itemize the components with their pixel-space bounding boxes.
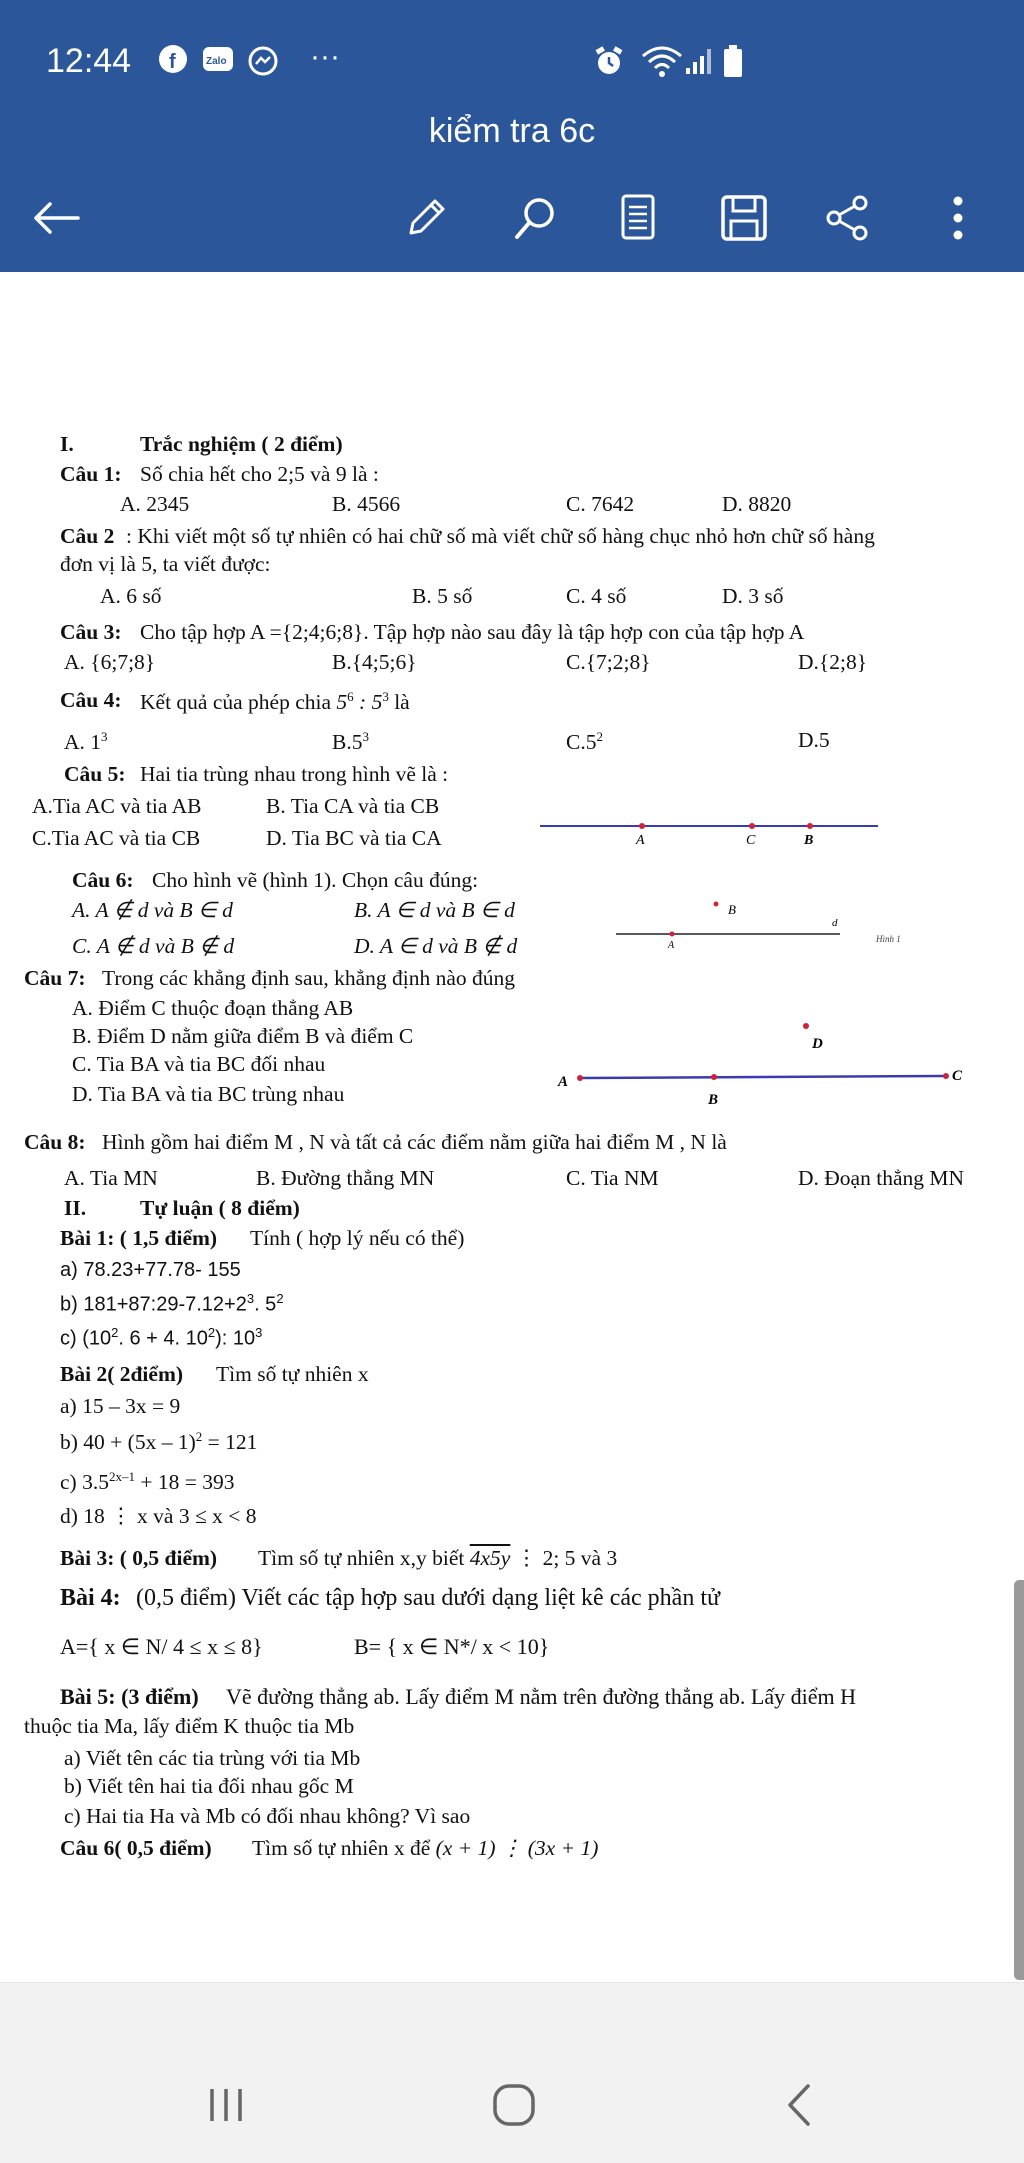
zalo-icon bbox=[202, 46, 234, 79]
section-2-title: Tự luận ( 8 điểm) bbox=[140, 1196, 300, 1220]
q7-option-d: D. Tia BA và tia BC trùng nhau bbox=[72, 1082, 345, 1106]
save-button[interactable] bbox=[712, 186, 776, 250]
q2-text-line2: đơn vị là 5, ta viết được: bbox=[60, 552, 271, 576]
q5-point-c bbox=[749, 823, 755, 829]
bai3-text: Tìm số tự nhiên x,y biết 4x5y ⋮ 2; 5 và 3 bbox=[258, 1546, 618, 1570]
q3-label: Câu 3: bbox=[60, 620, 122, 644]
svg-text:Zalo: Zalo bbox=[206, 56, 227, 67]
cau6-label: Câu 6( 0,5 điểm) bbox=[60, 1836, 212, 1860]
alarm-icon bbox=[592, 44, 626, 85]
bai2-part-b: b) 40 + (5x – 1)$^2$ = 121 bbox=[60, 1429, 258, 1455]
q5-label-b: B bbox=[804, 833, 814, 846]
back-button[interactable] bbox=[24, 186, 88, 250]
nav-back-button[interactable] bbox=[760, 2070, 840, 2140]
q2-text: : Khi viết một số tự nhiên có hai chữ số mà viết chữ số hàng chục nhỏ hơn chữ số hàng bbox=[126, 524, 875, 548]
chevron-left-icon bbox=[780, 2080, 820, 2130]
q8-text: Hình gồm hai điểm M , N và tất cả các điểm nằm giữa hai điểm M , N là bbox=[102, 1130, 727, 1154]
q6-label: Câu 6: bbox=[72, 868, 134, 892]
q7-point-c bbox=[943, 1073, 949, 1079]
q7-point-d bbox=[803, 1023, 809, 1029]
q7-option-c: C. Tia BA và tia BC đối nhau bbox=[72, 1052, 326, 1076]
q3-option-c: C.{7;2;8} bbox=[566, 650, 651, 674]
q4-label: Câu 4: bbox=[60, 688, 122, 712]
q7-option-b: B. Điểm D nằm giữa điểm B và điểm C bbox=[72, 1024, 414, 1048]
bai1-part-b: b) $181+87:29-7.12+2^3$. $5^2$ bbox=[60, 1291, 284, 1316]
q7-label: Câu 7: bbox=[24, 966, 86, 990]
q6-point-b bbox=[714, 902, 719, 907]
bai5-text-line2: thuộc tia Ma, lấy điểm K thuộc tia Mb bbox=[24, 1714, 355, 1738]
bai5-label: Bài 5: (3 điểm) bbox=[60, 1684, 199, 1709]
recent-apps-button[interactable] bbox=[186, 2070, 266, 2140]
bai5-text: Vẽ đường thẳng ab. Lấy điểm M nằm trên đường thẳng ab. Lấy điểm H bbox=[226, 1684, 856, 1709]
q3-option-d: D.{2;8} bbox=[798, 650, 868, 674]
bai4-text: (0,5 điểm) Viết các tập hợp sau dưới dạng liệt kê các phần tử bbox=[136, 1585, 720, 1611]
q3-option-b: B.{4;5;6} bbox=[332, 650, 417, 674]
q4-option-a: A. $1^3$ bbox=[64, 729, 108, 755]
q5-option-c: C.Tia AC và tia CB bbox=[32, 826, 201, 850]
q4-option-c: $C.5^2$ bbox=[566, 729, 603, 755]
q6-option-d: D. A ∈ d và B ∉ d bbox=[354, 934, 518, 958]
q5-point-a bbox=[639, 823, 645, 829]
svg-text:f: f bbox=[169, 51, 176, 73]
q6-option-b: B. A ∈ d và B ∈ d bbox=[354, 898, 515, 922]
q2-option-d: D. 3 số bbox=[722, 584, 784, 608]
search-icon bbox=[511, 193, 561, 243]
q8-option-d: D. Đoạn thẳng MN bbox=[798, 1166, 965, 1190]
more-options-button[interactable] bbox=[926, 186, 990, 250]
bai5-part-b: b) Viết tên hai tia đối nhau gốc M bbox=[64, 1774, 354, 1798]
q7-point-a bbox=[577, 1075, 583, 1081]
q1-option-a: A. 2345 bbox=[120, 492, 190, 516]
bai4-set-b: B= { x ∈ N*/ x < 10} bbox=[354, 1634, 550, 1659]
document-view-icon bbox=[618, 193, 658, 243]
q5-option-b: B. Tia CA và tia CB bbox=[266, 794, 440, 818]
q2-label: Câu 2 bbox=[60, 524, 115, 548]
facebook-icon bbox=[158, 44, 188, 81]
bai4-set-a: A={ x ∈ N/ 4 ≤ x ≤ 8} bbox=[60, 1634, 263, 1659]
q6-text: Cho hình vẽ (hình 1). Chọn câu đúng: bbox=[152, 868, 479, 892]
q7-point-b bbox=[711, 1074, 717, 1080]
bai1-text: Tính ( hợp lý nếu có thể) bbox=[250, 1226, 465, 1250]
q5-text: Hai tia trùng nhau trong hình vẽ là : bbox=[140, 762, 449, 786]
edit-button[interactable] bbox=[394, 186, 458, 250]
more-vertical-icon bbox=[948, 193, 968, 243]
cau6-text: Tìm số tự nhiên x để (x + 1) ⋮ (3x + 1) bbox=[252, 1836, 599, 1860]
bai5-part-a: a) Viết tên các tia trùng với tia Mb bbox=[64, 1746, 361, 1770]
q1-text: Số chia hết cho 2;5 và 9 là : bbox=[140, 462, 379, 486]
q4-text: Kết quả của phép chia $5^6$ : $5^3$ là bbox=[140, 689, 410, 715]
pencil-icon bbox=[401, 193, 451, 243]
bai1-part-a: a) 78.23+77.78- 155 bbox=[60, 1259, 241, 1281]
q6-label-b: B bbox=[728, 902, 736, 917]
share-icon bbox=[823, 193, 873, 243]
messenger-icon bbox=[248, 46, 278, 83]
q5-label: Câu 5: bbox=[64, 762, 126, 786]
section-1-title: Trắc nghiệm ( 2 điểm) bbox=[140, 432, 343, 456]
search-button[interactable] bbox=[504, 186, 568, 250]
section-1-number: I. bbox=[60, 432, 74, 456]
q2-option-a: A. 6 số bbox=[100, 584, 162, 608]
q6-option-a: A. A ∉ d và B ∈ d bbox=[72, 898, 233, 922]
q1-option-b: B. 4566 bbox=[332, 492, 401, 516]
recent-apps-icon bbox=[204, 2085, 248, 2125]
q6-figure-caption: Hình 1 bbox=[876, 934, 901, 944]
bai3-label: Bài 3: ( 0,5 điểm) bbox=[60, 1546, 218, 1570]
document-title: kiểm tra 6c bbox=[428, 112, 596, 150]
q5-option-a: A.Tia AC và tia AB bbox=[32, 794, 202, 818]
q3-text: Cho tập hợp A ={2;4;6;8}. Tập hợp nào sau đây là tập hợp con của tập hợp A bbox=[140, 620, 805, 644]
q8-label: Câu 8: bbox=[24, 1130, 86, 1154]
q7-line-ac bbox=[580, 1076, 946, 1078]
q7-text: Trong các khẳng định sau, khẳng định nào đúng bbox=[102, 966, 516, 990]
q8-option-c: C. Tia NM bbox=[566, 1166, 659, 1190]
q4-option-d: D.5 bbox=[798, 728, 830, 752]
signal-icon bbox=[684, 46, 718, 83]
q6-label-a: A bbox=[668, 940, 675, 950]
bai2-label: Bài 2( 2điểm) bbox=[60, 1362, 184, 1386]
q5-figure bbox=[536, 810, 882, 846]
q5-option-d: D. Tia BC và tia CA bbox=[266, 826, 442, 850]
q7-label-b: B bbox=[708, 1092, 719, 1108]
q5-label-c: C bbox=[746, 833, 756, 846]
q1-label: Câu 1: bbox=[60, 462, 122, 486]
home-button[interactable] bbox=[474, 2070, 554, 2140]
save-icon bbox=[719, 193, 769, 243]
q7-label-a: A bbox=[558, 1074, 569, 1090]
q7-label-d: D bbox=[812, 1036, 823, 1052]
back-arrow-icon bbox=[30, 198, 82, 238]
q6-point-a bbox=[670, 932, 675, 937]
status-time: 12:44 bbox=[46, 42, 132, 80]
wifi-icon bbox=[640, 44, 684, 85]
bai2-part-c: c) $3.5^{2x-1} + 18 = 393$ bbox=[60, 1469, 235, 1495]
q7-option-a: A. Điểm C thuộc đoạn thẳng AB bbox=[72, 996, 354, 1020]
battery-icon bbox=[722, 44, 744, 85]
q2-option-c: C. 4 số bbox=[566, 584, 627, 608]
q5-label-a: A bbox=[636, 833, 645, 846]
q3-option-a: A. {6;7;8} bbox=[64, 650, 156, 674]
bai1-part-c: c) ($10^2$. 6 + 4. $10^2$): $10^3$ bbox=[60, 1325, 263, 1350]
q6-option-c: C. A ∉ d và B ∉ d bbox=[72, 934, 235, 958]
bai2-part-d: d) 18 ⋮ x và 3 ≤ x < 8 bbox=[60, 1504, 257, 1528]
q8-option-a: A. Tia MN bbox=[64, 1166, 158, 1190]
bai2-text: Tìm số tự nhiên x bbox=[216, 1362, 369, 1386]
q1-option-c: C. 7642 bbox=[566, 492, 635, 516]
bai5-part-c: c) Hai tia Ha và Mb có đối nhau không? Vì sao bbox=[64, 1804, 471, 1828]
q1-option-d: D. 8820 bbox=[722, 492, 792, 516]
q4-option-b: $B.5^3$ bbox=[332, 729, 369, 755]
bai4-label: Bài 4: bbox=[60, 1585, 121, 1611]
q8-option-b: B. Đường thẳng MN bbox=[256, 1166, 435, 1190]
q7-label-c: C bbox=[952, 1068, 963, 1084]
bai1-label: Bài 1: ( 1,5 điểm) bbox=[60, 1226, 218, 1250]
bai2-part-a: a) 15 – 3x = 9 bbox=[60, 1394, 181, 1418]
section-2-number: II. bbox=[64, 1196, 87, 1220]
share-button[interactable] bbox=[816, 186, 880, 250]
q7-figure bbox=[550, 1014, 980, 1110]
reading-view-button[interactable] bbox=[606, 186, 670, 250]
more-notifications-icon: ··· bbox=[310, 40, 340, 73]
q6-label-d: d bbox=[832, 917, 838, 929]
q2-option-b: B. 5 số bbox=[412, 584, 473, 608]
q5-point-b bbox=[807, 823, 813, 829]
scrollbar-thumb[interactable] bbox=[1014, 1580, 1024, 1980]
home-icon bbox=[489, 2080, 539, 2130]
q6-figure bbox=[606, 890, 926, 950]
